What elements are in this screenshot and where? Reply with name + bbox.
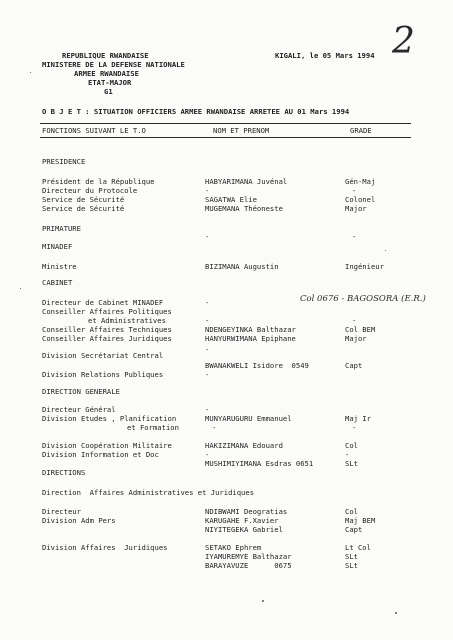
row-grade: SLt bbox=[345, 552, 358, 561]
row-fonction: Service de Sécurité bbox=[42, 204, 125, 213]
row-nom: HABYARIMANA Juvénal bbox=[205, 177, 288, 186]
row-grade: SLt bbox=[345, 459, 358, 468]
column-nom: NOM ET PRENOM bbox=[213, 126, 270, 135]
column-grade: GRADE bbox=[350, 126, 372, 135]
row-nom: - bbox=[205, 316, 210, 325]
header-armee: ARMEE RWANDAISE bbox=[74, 69, 139, 78]
row-grade: - bbox=[352, 232, 357, 241]
row-nom: - bbox=[212, 423, 217, 432]
row-fonction: Division Coopération Militaire bbox=[42, 441, 172, 450]
row-nom: HANYURWIMANA Epiphane bbox=[205, 334, 296, 343]
row-grade: Gén-Maj bbox=[345, 177, 376, 186]
row-fonction: Directeur bbox=[42, 507, 81, 516]
header-etat-major: ETAT-MAJOR bbox=[88, 78, 132, 87]
row-nom: BIZIMANA Augustin bbox=[205, 262, 279, 271]
row-fonction: Directeur de Cabinet MINADEF bbox=[42, 298, 164, 307]
scan-speck bbox=[20, 288, 21, 289]
row-grade: Capt bbox=[345, 525, 363, 534]
row-fonction: Division Affaires Juridiques bbox=[42, 543, 168, 552]
header-ministere: MINISTERE DE LA DEFENSE NATIONALE bbox=[42, 60, 185, 69]
row-grade: Maj Ir bbox=[345, 414, 371, 423]
row-nom: HAKIZIMANA Edouard bbox=[205, 441, 283, 450]
section-direction-affaires: Direction Affaires Administratives et Juridiques bbox=[42, 488, 255, 497]
row-nom: MUNYARUGURU Emmanuel bbox=[205, 414, 292, 423]
row-grade: SLt bbox=[345, 561, 358, 570]
row-nom: - bbox=[205, 298, 210, 307]
row-grade: Col bbox=[345, 441, 358, 450]
row-nom: SAGATWA Elie bbox=[205, 195, 257, 204]
row-fonction: Division Adm Pers bbox=[42, 516, 116, 525]
row-grade: - bbox=[352, 423, 357, 432]
scan-speck bbox=[385, 250, 386, 251]
scan-speck bbox=[262, 600, 264, 602]
row-nom: - bbox=[205, 345, 210, 354]
header-g1: G1 bbox=[104, 87, 113, 96]
row-fonction: Ministre bbox=[42, 262, 77, 271]
row-nom: BWANAKWELI Isidore 0549 bbox=[205, 361, 309, 370]
row-grade: Col bbox=[345, 507, 358, 516]
header-republique: REPUBLIQUE RWANDAISE bbox=[62, 51, 149, 60]
section-directions: DIRECTIONS bbox=[42, 468, 86, 477]
document-subject: O B J E T : SITUATION OFFICIERS ARMEE RWANDAISE ARRETEE AU 01 Mars 1994 bbox=[42, 107, 350, 116]
row-nom: BARAYAVUZE 0675 bbox=[205, 561, 292, 570]
row-grade: - bbox=[352, 186, 357, 195]
place-date: KIGALI, le 05 Mars 1994 bbox=[275, 51, 375, 60]
section-direction-generale: DIRECTION GENERALE bbox=[42, 387, 120, 396]
row-fonction: Président de la République bbox=[42, 177, 155, 186]
row-fonction: Service de Sécurité bbox=[42, 195, 125, 204]
scan-speck bbox=[30, 72, 31, 73]
row-nom: MUSHIMIYIMANA Esdras 0651 bbox=[205, 459, 314, 468]
section-presidence: PRESIDENCE bbox=[42, 157, 86, 166]
row-fonction: Conseiller Affaires Techniques bbox=[42, 325, 172, 334]
section-primature: PRIMATURE bbox=[42, 224, 81, 233]
handwritten-page-number: 2 bbox=[392, 21, 415, 62]
header-rule-bottom bbox=[40, 137, 411, 138]
row-fonction: Division Relations Publiques bbox=[42, 370, 164, 379]
scan-speck bbox=[395, 612, 397, 614]
row-nom: NIYITEGEKA Gabriel bbox=[205, 525, 283, 534]
row-nom: - bbox=[205, 370, 210, 379]
section-minadef: MINADEF bbox=[42, 242, 73, 251]
row-fonction: Division Information et Doc bbox=[42, 450, 159, 459]
handwritten-annotation: Col 0676 - BAGOSORA (E.R.) bbox=[300, 294, 426, 304]
row-nom: - bbox=[205, 450, 210, 459]
section-cabinet: CABINET bbox=[42, 278, 73, 287]
row-fonction: et Formation bbox=[127, 423, 179, 432]
row-grade: Major bbox=[345, 334, 367, 343]
row-fonction: Division Etudes , Planification bbox=[42, 414, 177, 423]
row-nom: IYAMUREMYE Balthazar bbox=[205, 552, 292, 561]
row-grade: - bbox=[345, 450, 350, 459]
row-grade: Capt bbox=[345, 361, 363, 370]
row-nom: - bbox=[205, 186, 210, 195]
row-grade: Col BEM bbox=[345, 325, 376, 334]
row-fonction: Conseiller Affaires Juridiques bbox=[42, 334, 172, 343]
row-grade: - bbox=[352, 316, 357, 325]
row-grade: Maj BEM bbox=[345, 516, 376, 525]
row-grade: Major bbox=[345, 204, 367, 213]
row-nom: KARUGAHE F.Xavier bbox=[205, 516, 279, 525]
row-nom: MUGEMANA Théoneste bbox=[205, 204, 283, 213]
row-nom: - bbox=[205, 232, 210, 241]
row-nom: NDIBWAMI Deogratias bbox=[205, 507, 288, 516]
row-nom: - bbox=[205, 405, 210, 414]
row-fonction: Directeur Général bbox=[42, 405, 116, 414]
row-fonction: Directeur du Protocole bbox=[42, 186, 138, 195]
row-fonction: et Administratives bbox=[88, 316, 166, 325]
row-fonction: Conseiller Affaires Politiques bbox=[42, 307, 172, 316]
column-fonctions: FONCTIONS SUIVANT LE T.O bbox=[42, 126, 146, 135]
header-rule-top bbox=[40, 123, 411, 124]
row-fonction: Division Secrétariat Central bbox=[42, 351, 164, 360]
row-grade: Ingénieur bbox=[345, 262, 384, 271]
row-nom: SETAKO Ephrem bbox=[205, 543, 262, 552]
row-nom: NDENGEYINKA Balthazar bbox=[205, 325, 296, 334]
row-grade: Colonel bbox=[345, 195, 376, 204]
row-grade: Lt Col bbox=[345, 543, 371, 552]
